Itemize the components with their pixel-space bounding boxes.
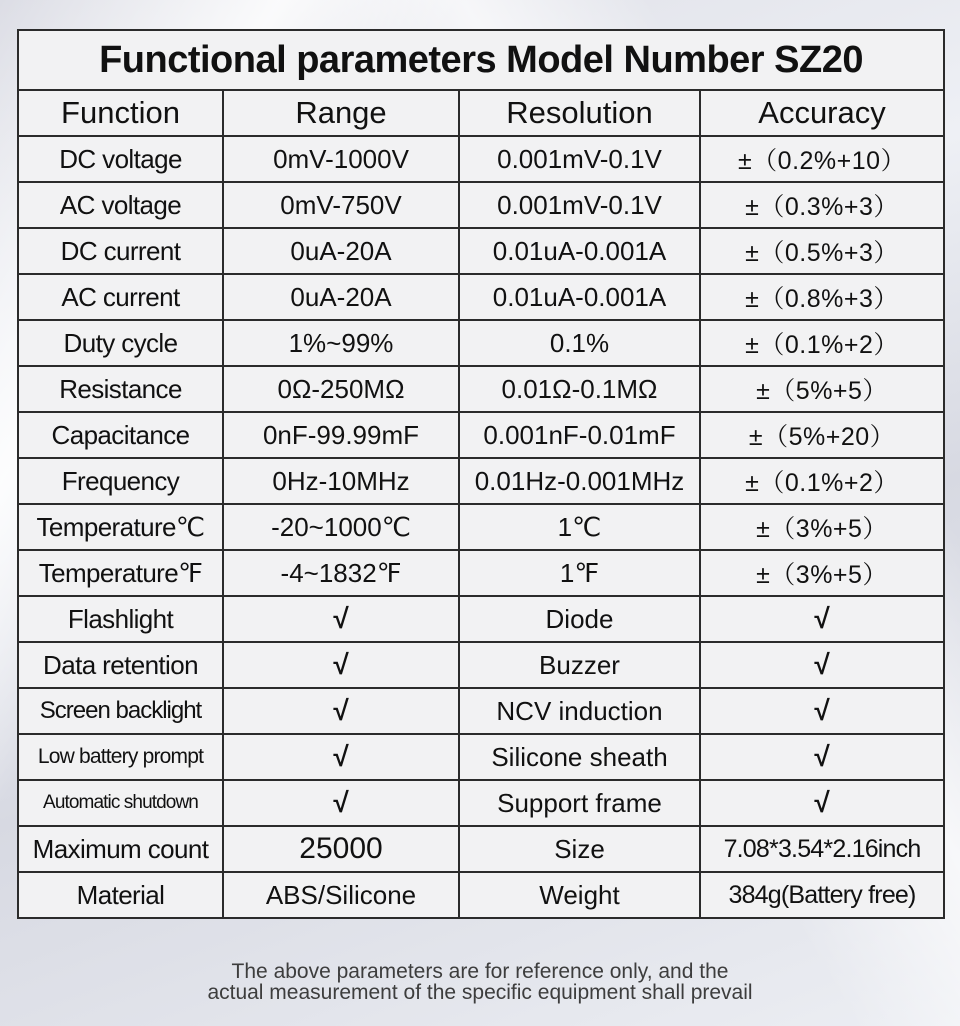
resolution-cell: 0.001mV-0.1V xyxy=(459,182,700,228)
feature-name-cell: Automatic shutdown xyxy=(18,780,223,826)
disclaimer-line-1: The above parameters are for reference only, and the xyxy=(231,960,729,983)
parameters-table xyxy=(17,29,945,919)
feature-name-cell: NCV induction xyxy=(459,688,700,734)
table-row xyxy=(18,366,944,412)
feature-name-cell: Buzzer xyxy=(459,642,700,688)
feature-name-cell: Material xyxy=(18,872,223,918)
table-row xyxy=(18,320,944,366)
range-cell: 0uA-20A xyxy=(223,274,459,320)
table-row xyxy=(18,550,944,596)
resolution-cell: 1℃ xyxy=(459,504,700,550)
resolution-cell: 1℉ xyxy=(459,550,700,596)
table-row xyxy=(18,136,944,182)
resolution-cell: 0.01Ω-0.1MΩ xyxy=(459,366,700,412)
range-cell: -20~1000℃ xyxy=(223,504,459,550)
feature-name-cell: Silicone sheath xyxy=(459,734,700,780)
table-row xyxy=(18,826,944,872)
header-resolution: Resolution xyxy=(459,90,700,136)
range-cell: 0mV-750V xyxy=(223,182,459,228)
header-range: Range xyxy=(223,90,459,136)
table-row xyxy=(18,872,944,918)
range-cell: 0Ω-250MΩ xyxy=(223,366,459,412)
check-mark-icon: √ xyxy=(223,780,459,826)
table-row xyxy=(18,504,944,550)
check-mark-icon: √ xyxy=(700,596,944,642)
range-cell: 0uA-20A xyxy=(223,228,459,274)
table-row xyxy=(18,274,944,320)
header-row xyxy=(18,90,944,136)
disclaimer-line-2: actual measurement of the specific equipment shall prevail xyxy=(207,981,753,1004)
feature-name-cell: Support frame xyxy=(459,780,700,826)
check-mark-icon: √ xyxy=(700,642,944,688)
table-row xyxy=(18,458,944,504)
range-cell: 0nF-99.99mF xyxy=(223,412,459,458)
table-row xyxy=(18,412,944,458)
feature-name-cell: Diode xyxy=(459,596,700,642)
table-row xyxy=(18,228,944,274)
feature-name-cell: Size xyxy=(459,826,700,872)
range-cell: 0mV-1000V xyxy=(223,136,459,182)
resolution-cell: 0.001mV-0.1V xyxy=(459,136,700,182)
check-mark-icon: √ xyxy=(700,780,944,826)
resolution-cell: 0.001nF-0.01mF xyxy=(459,412,700,458)
size-value: 7.08*3.54*2.16inch xyxy=(700,826,944,872)
check-mark-icon: √ xyxy=(223,642,459,688)
accuracy-cell: ±（3%+5） xyxy=(700,550,944,596)
function-cell: Duty cycle xyxy=(18,320,223,366)
accuracy-cell: ±（0.2%+10） xyxy=(700,136,944,182)
header-accuracy: Accuracy xyxy=(700,90,944,136)
resolution-cell: 0.1% xyxy=(459,320,700,366)
disclaimer-note xyxy=(0,961,960,1003)
resolution-cell: 0.01Hz-0.001MHz xyxy=(459,458,700,504)
range-cell: -4~1832℉ xyxy=(223,550,459,596)
accuracy-cell: ±（0.8%+3） xyxy=(700,274,944,320)
function-cell: AC current xyxy=(18,274,223,320)
feature-name-cell: Maximum count xyxy=(18,826,223,872)
feature-name-cell: Flashlight xyxy=(18,596,223,642)
range-cell: 0Hz-10MHz xyxy=(223,458,459,504)
function-cell: Temperature℉ xyxy=(18,550,223,596)
feature-name-cell: Low battery prompt xyxy=(18,734,223,780)
function-cell: Resistance xyxy=(18,366,223,412)
function-cell: Temperature℃ xyxy=(18,504,223,550)
function-cell: Frequency xyxy=(18,458,223,504)
check-mark-icon: √ xyxy=(223,688,459,734)
check-mark-icon: √ xyxy=(223,596,459,642)
accuracy-cell: ±（5%+5） xyxy=(700,366,944,412)
table-row xyxy=(18,734,944,780)
table-row xyxy=(18,182,944,228)
check-mark-icon: √ xyxy=(700,688,944,734)
accuracy-cell: ±（0.1%+2） xyxy=(700,458,944,504)
header-function: Function xyxy=(18,90,223,136)
function-cell: Capacitance xyxy=(18,412,223,458)
table-row xyxy=(18,780,944,826)
table-row xyxy=(18,688,944,734)
check-mark-icon: √ xyxy=(700,734,944,780)
table-title: Functional parameters Model Number SZ20 xyxy=(18,30,944,90)
function-cell: AC voltage xyxy=(18,182,223,228)
table-row xyxy=(18,642,944,688)
material-value: ABS/Silicone xyxy=(223,872,459,918)
accuracy-cell: ±（3%+5） xyxy=(700,504,944,550)
maximum-count-value: 25000 xyxy=(223,826,459,872)
parameters-sheet xyxy=(17,29,943,919)
resolution-cell: 0.01uA-0.001A xyxy=(459,228,700,274)
table-row xyxy=(18,596,944,642)
feature-name-cell: Data retention xyxy=(18,642,223,688)
accuracy-cell: ±（5%+20） xyxy=(700,412,944,458)
resolution-cell: 0.01uA-0.001A xyxy=(459,274,700,320)
accuracy-cell: ±（0.5%+3） xyxy=(700,228,944,274)
accuracy-cell: ±（0.3%+3） xyxy=(700,182,944,228)
function-cell: DC current xyxy=(18,228,223,274)
function-cell: DC voltage xyxy=(18,136,223,182)
feature-name-cell: Screen backlight xyxy=(18,688,223,734)
weight-value: 384g(Battery free) xyxy=(700,872,944,918)
range-cell: 1%~99% xyxy=(223,320,459,366)
accuracy-cell: ±（0.1%+2） xyxy=(700,320,944,366)
check-mark-icon: √ xyxy=(223,734,459,780)
feature-name-cell: Weight xyxy=(459,872,700,918)
